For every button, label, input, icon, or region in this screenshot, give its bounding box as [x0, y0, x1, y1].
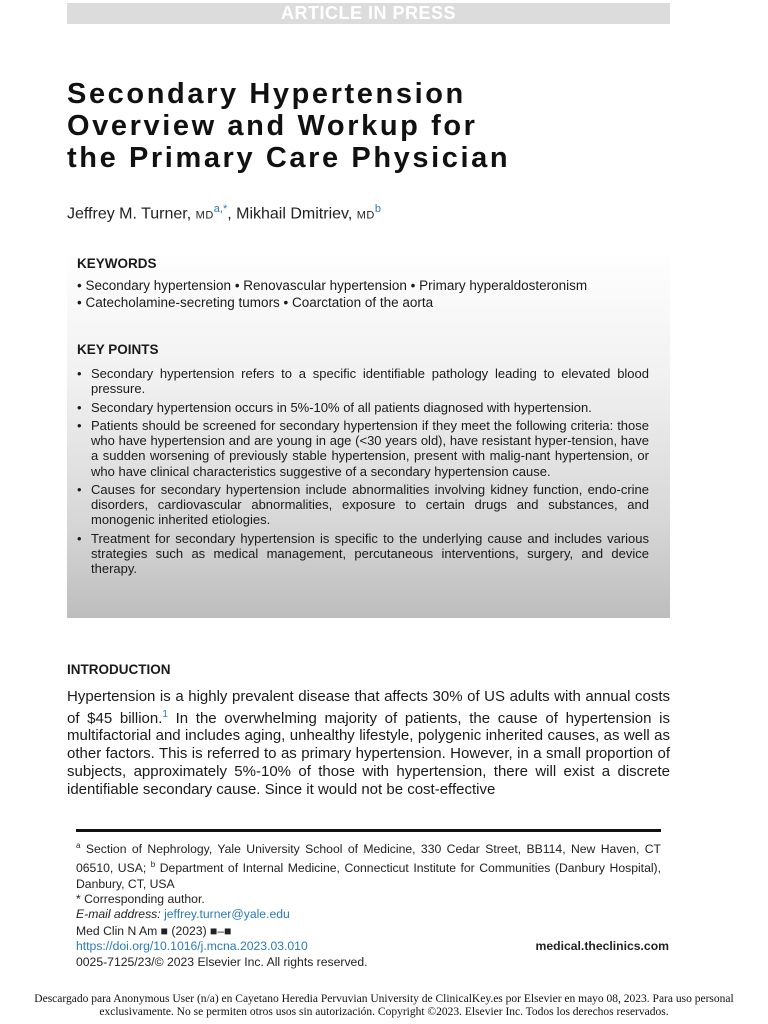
affiliation-b-marker: b	[150, 860, 156, 870]
author-2-name: Mikhail Dmitriev,	[236, 205, 353, 223]
footnote-divider	[76, 829, 661, 832]
key-point-item: • Causes for secondary hypertension include abnormalities involving kidney function, endo-crine disorders, cardiovascular abnormalities, exposure to certain drugs and substances, and monogenic inherited etiologies.	[77, 482, 649, 528]
journal-citation: Med Clin N Am ■ (2023) ■–■	[76, 924, 232, 938]
affiliation-b-text: Department of Internal Medicine, Connecticut Institute for Communities (Danbury Hospital), Danbury, CT, USA	[76, 861, 661, 891]
title-line-2: Overview and Workup for	[67, 110, 478, 142]
affiliation-a-text: Section of Nephrology, Yale University School of Medicine, 330 Cedar Street, BB114, New Haven, CT 06510, USA;	[76, 842, 661, 876]
intro-text-a: Hypertension is a highly prevalent disease that affects 30% of US adults with annual costs of $45 billion.	[67, 688, 670, 727]
article-in-press-banner: ARTICLE IN PRESS	[67, 3, 670, 24]
download-notice: Descargado para Anonymous User (n/a) en Cayetano Heredia Pervuvian University de ClinicalKey.es por Elsevier en mayo 08, 2023. Para uso personal exclusivamente. No se permiten otros usos sin autorización. Copyright ©2023. Elsevier Inc. Todos los derechos reservados.	[34, 993, 734, 1018]
intro-text-b: In the overwhelming majority of patients, the cause of hypertension is multifactorial and includes aging, unhealthy lifestyle, polygenic inherited causes, as well as other factors. This is referred to as primary hypertension. However, in a small proportion of subjects, approximately 5%-10% of those with hypertension, there will exist a discrete identifiable secondary cause. Since it would not be cost-effective	[67, 709, 670, 798]
author-2-affiliation-link[interactable]: b	[374, 203, 381, 215]
key-point-item: • Secondary hypertension occurs in 5%-10% of all patients diagnosed with hypertension.	[77, 400, 649, 415]
key-points-list	[77, 366, 649, 580]
author-2-degree: MD	[356, 209, 375, 222]
reference-1-link[interactable]: 1	[162, 708, 168, 720]
key-point-item: • Treatment for secondary hypertension is specific to the underlying cause and includes various strategies such as medical management, percutaneous interventions, surgery, and device therapy.	[77, 531, 649, 577]
corresponding-author-note: * Corresponding author.	[76, 892, 205, 907]
affiliation-footnotes	[76, 838, 661, 923]
article-title	[67, 78, 707, 174]
author-1-name: Jeffrey M. Turner,	[67, 205, 192, 223]
keywords-line-1: • Secondary hypertension • Renovascular hypertension • Primary hyperaldosteronism	[77, 278, 588, 293]
author-1-degree: MD	[195, 209, 214, 222]
introduction-heading: INTRODUCTION	[67, 662, 171, 677]
keywords-heading: KEYWORDS	[77, 256, 157, 271]
introduction-paragraph	[67, 688, 670, 798]
journal-website[interactable]: medical.theclinics.com	[535, 939, 669, 953]
key-points-heading: KEY POINTS	[77, 342, 159, 357]
email-label: E-mail address:	[76, 907, 161, 922]
key-point-item: • Secondary hypertension refers to a specific identifiable pathology leading to elevated blood pressure.	[77, 366, 649, 396]
author-separator: ,	[227, 205, 237, 223]
copyright-line: 0025-7125/23/© 2023 Elsevier Inc. All rights reserved.	[76, 954, 368, 969]
affiliation-a-marker: a	[76, 841, 81, 850]
title-line-1: Secondary Hypertension	[67, 78, 466, 110]
journal-info	[76, 924, 368, 970]
doi-link[interactable]: https://doi.org/10.1016/j.mcna.2023.03.010	[76, 939, 308, 954]
keywords-line-2: • Catecholamine-secreting tumors • Coarctation of the aorta	[77, 295, 434, 310]
author-list	[67, 203, 381, 223]
keywords-keypoints-box	[67, 248, 670, 618]
title-line-3: the Primary Care Physician	[67, 142, 511, 174]
key-point-item: • Patients should be screened for secondary hypertension if they meet the following criteria: those who have hypertension and are young in age (<30 years old), have resistant hyper-tension, have a sudden worsening of previously stable hypertension, present with malig-nant hypertension, or who have clinical characteristics suggestive of a secondary hypertension cause.	[77, 418, 649, 479]
email-link[interactable]: jeffrey.turner@yale.edu	[164, 907, 290, 922]
author-1-affiliation-link[interactable]: a,*	[213, 203, 228, 215]
